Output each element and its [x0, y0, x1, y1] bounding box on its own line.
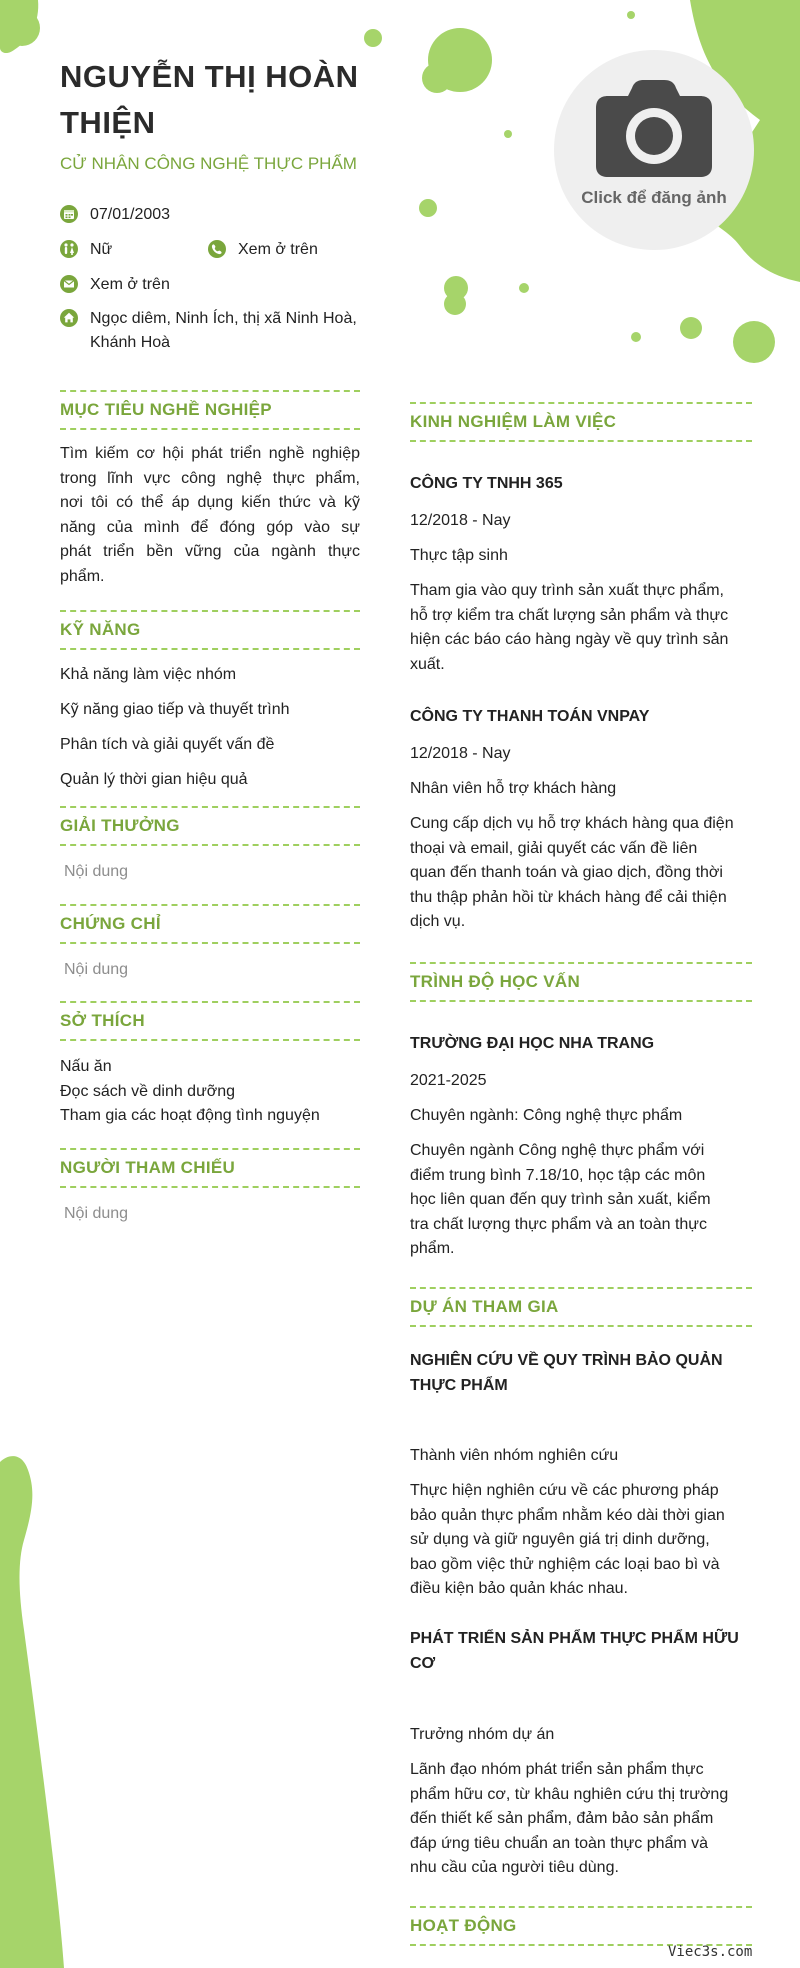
awards-content[interactable]: Nội dung [64, 863, 129, 880]
candidate-title: CỬ NHÂN CÔNG NGHỆ THỰC PHẨM [60, 154, 357, 173]
certificates-content[interactable]: Nội dung [64, 961, 129, 978]
project-title: PHÁT TRIỂN SẢN PHẨM THỰC PHẨM HỮU CƠ [410, 1630, 739, 1672]
calendar-icon [60, 205, 78, 223]
awards-heading: GIẢI THƯỞNG [60, 806, 360, 846]
home-icon [60, 309, 78, 327]
skills-heading: KỸ NĂNG [60, 610, 360, 650]
education-heading: TRÌNH ĐỘ HỌC VẤN [410, 962, 752, 1002]
watermark: Viec3s.com [668, 1944, 753, 1960]
job-company: CÔNG TY TNHH 365 [410, 475, 563, 492]
job-role: Thực tập sinh [410, 547, 508, 564]
mail-icon [60, 275, 78, 293]
skill-item: Khả năng làm việc nhóm [60, 666, 237, 683]
avatar-caption: Click để đăng ảnh [581, 188, 727, 207]
gender-icon [60, 240, 78, 258]
job-period: 12/2018 - Nay [410, 745, 511, 762]
skill-item: Quản lý thời gian hiệu quả [60, 771, 248, 788]
avatar-upload[interactable] [554, 50, 754, 250]
gender-value: Nữ [90, 241, 113, 258]
address-line-1: Ngọc diêm, Ninh Ích, thị xã Ninh Hoà, [90, 310, 357, 327]
birthday-value: 07/01/2003 [90, 206, 171, 223]
phone-row [208, 238, 368, 262]
education-period: 2021-2025 [410, 1072, 487, 1089]
job-description: Cung cấp dịch vụ hỗ trợ khách hàng qua điện thoại và email, giải quyết các vấn đề liên quan đến thanh toán và giao dịch, đồng thời thu thập phản hồi từ khách hàng để cải thiện dịch vụ. [410, 815, 734, 930]
job-role: Nhân viên hỗ trợ khách hàng [410, 780, 617, 797]
job-description: Tham gia vào quy trình sản xuất thực phẩm, hỗ trợ kiểm tra chất lượng sản phẩm và thực hiện các báo cáo hàng ngày về quy trình sản xuất. [410, 582, 729, 673]
references-heading: NGƯỜI THAM CHIẾU [60, 1148, 360, 1188]
project-description: Thực hiện nghiên cứu về các phương pháp bảo quản thực phẩm nhằm kéo dài thời gian sử dụng và giữ nguyên giá trị dinh dưỡng, bao gồm việc thử nghiệm các loại bao bì và điều kiện bảo quản khác nhau. [410, 1482, 725, 1597]
hobbies-list [60, 1055, 360, 1129]
gender-row [60, 238, 200, 262]
phone-value: Xem ở trên [238, 241, 318, 258]
skill-item: Phân tích và giải quyết vấn đề [60, 736, 275, 753]
certificates-heading: CHỨNG CHỈ [60, 904, 360, 944]
skills-list [60, 663, 360, 803]
hobby-item: Tham gia các hoạt động tình nguyện [60, 1107, 320, 1124]
activities-heading: HOẠT ĐỘNG [410, 1906, 752, 1946]
references-content[interactable]: Nội dung [64, 1205, 129, 1222]
address-line-2: Khánh Hoà [90, 334, 171, 351]
project-description: Lãnh đạo nhóm phát triển sản phẩm thực phẩm hữu cơ, từ khâu nghiên cứu thị trường đến thiết kế sản phẩm, đảm bảo sản phẩm đáp ứng tiêu chuẩn an toàn thực phẩm và nhu cầu của người tiêu dùng. [410, 1761, 729, 1876]
objective-heading: MỤC TIÊU NGHỀ NGHIỆP [60, 390, 360, 430]
candidate-name: NGUYỄN THỊ HOÀN THIỆN [60, 59, 359, 140]
skill-item: Kỹ năng giao tiếp và thuyết trình [60, 701, 290, 718]
project-role: Thành viên nhóm nghiên cứu [410, 1447, 619, 1464]
job-period: 12/2018 - Nay [410, 512, 511, 529]
birthday-row [60, 203, 260, 227]
projects-heading: DỰ ÁN THAM GIA [410, 1287, 752, 1327]
hobby-item: Đọc sách về dinh dưỡng [60, 1082, 236, 1100]
email-row [60, 273, 260, 297]
camera-icon [594, 78, 714, 178]
education-school: TRƯỜNG ĐẠI HỌC NHA TRANG [410, 1035, 655, 1052]
job-company: CÔNG TY THANH TOÁN VNPAY [410, 708, 650, 725]
experience-heading: KINH NGHIỆM LÀM VIỆC [410, 402, 752, 442]
project-title: NGHIÊN CỨU VỀ QUY TRÌNH BẢO QUẢN THỰC PHẨM [410, 1352, 723, 1394]
education-major: Chuyên ngành: Công nghệ thực phẩm [410, 1107, 683, 1124]
hobby-item: Nấu ăn [60, 1058, 112, 1075]
address-row [60, 307, 380, 355]
project-role: Trưởng nhóm dự án [410, 1726, 555, 1743]
hobbies-heading: SỞ THÍCH [60, 1001, 360, 1041]
email-value: Xem ở trên [90, 276, 170, 293]
education-description: Chuyên ngành Công nghệ thực phẩm với điểm trung bình 7.18/10, học tập các môn học liên quan đến quy trình sản xuất, kiểm tra chất lượng thực phẩm và an toàn thực phẩm. [410, 1142, 711, 1257]
decorative-blob-left [0, 1440, 80, 1968]
objective-text: Tìm kiếm cơ hội phát triển nghề nghiệp trong lĩnh vực công nghệ thực phẩm, nơi tôi có thể áp dụng kiến thức và kỹ năng của mình để đóng góp vào sự phát triển bền vững của ngành thực phẩm. [60, 445, 360, 585]
phone-icon [208, 240, 226, 258]
